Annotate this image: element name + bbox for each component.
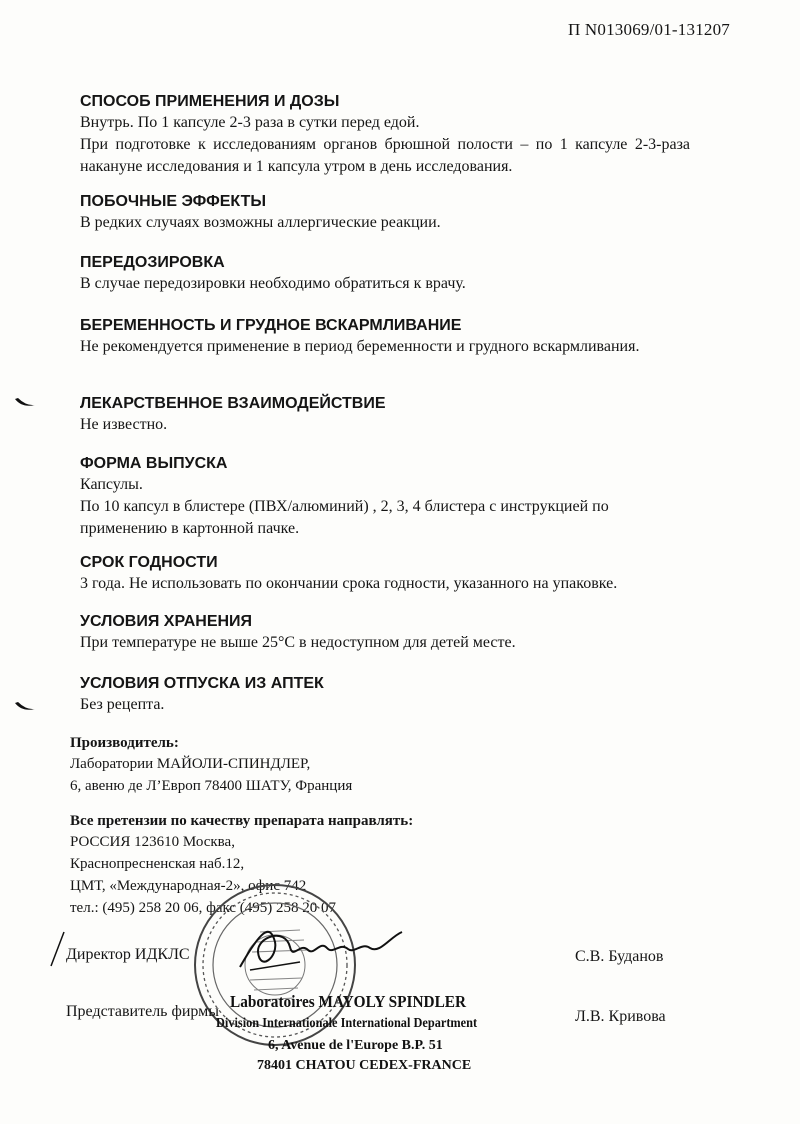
company-stamp-line: Laboratoires MAYOLY SPINDLER	[230, 992, 467, 1011]
company-stamp-line: 78401 CHATOU CEDEX-FRANCE	[257, 1058, 472, 1073]
section-line: Внутрь. По 1 капсуле 2-3 раза в сутки перед едой.	[80, 114, 420, 131]
company-stamp-line: Division Internationale International Department	[216, 1016, 478, 1031]
claims-line: РОССИЯ 123610 Москва,	[70, 834, 235, 850]
director-label: Директор ИДКЛС	[66, 946, 190, 963]
margin-hole-punch-mark	[14, 700, 36, 714]
section-title: УСЛОВИЯ ОТПУСКА ИЗ АПТЕК	[80, 675, 324, 692]
registration-number: П N013069/01-131207	[568, 20, 730, 39]
section-pregnancy	[80, 316, 690, 358]
section-line: Не известно.	[80, 416, 168, 433]
section-line: Капсулы.	[80, 476, 143, 493]
section-line: В редких случаях возможны аллергические реакции.	[80, 214, 441, 231]
claims-line: Краснопресненская наб.12,	[70, 856, 245, 872]
claims-block	[70, 811, 680, 919]
section-line: По 10 капсул в блистере (ПВХ/алюминий) , 2, 3, 4 блистера с инструкцией по применению в картонной пачке.	[80, 498, 609, 537]
margin-hole-punch-mark	[14, 396, 36, 410]
representative-label: Представитель фирмы	[66, 1003, 220, 1020]
section-storage	[80, 612, 690, 654]
section-title: СРОК ГОДНОСТИ	[80, 554, 218, 571]
director-signature	[230, 912, 410, 982]
section-line: Не рекомендуется применение в период беременности и грудного вскармливания.	[80, 338, 640, 355]
section-title: ЛЕКАРСТВЕННОЕ ВЗАИМОДЕЙСТВИЕ	[80, 395, 386, 412]
section-overdose	[80, 253, 690, 295]
section-title: ПЕРЕДОЗИРОВКА	[80, 254, 225, 271]
section-title: ФОРМА ВЫПУСКА	[80, 455, 228, 472]
section-line: Без рецепта.	[80, 696, 165, 713]
director-name: С.В. Буданов	[575, 948, 664, 965]
section-line: 3 года. Не использовать по окончании срока годности, указанного на упаковке.	[80, 575, 618, 592]
manufacturer-heading: Производитель:	[70, 735, 179, 751]
section-title: УСЛОВИЯ ХРАНЕНИЯ	[80, 613, 253, 630]
section-side-effects	[80, 192, 690, 234]
section-title: ПОБОЧНЫЕ ЭФФЕКТЫ	[80, 193, 267, 210]
manufacturer-block	[70, 733, 680, 797]
manufacturer-line: 6, авеню де Л’Европ 78400 ШАТУ, Франция	[70, 778, 353, 794]
signature-stroke	[48, 930, 68, 970]
representative-name: Л.В. Кривова	[575, 1008, 666, 1025]
section-title: СПОСОБ ПРИМЕНЕНИЯ И ДОЗЫ	[80, 93, 340, 110]
claims-line: ЦМТ, «Международная-2», офис 742	[70, 878, 307, 894]
section-line: В случае передозировки необходимо обратиться к врачу.	[80, 275, 466, 292]
section-dosage	[80, 92, 690, 178]
company-stamp-line: 6, Avenue de l'Europe B.P. 51	[268, 1038, 443, 1053]
section-title: БЕРЕМЕННОСТЬ И ГРУДНОЕ ВСКАРМЛИВАНИЕ	[80, 317, 462, 334]
section-line: При температуре не выше 25°С в недоступном для детей месте.	[80, 634, 516, 651]
claims-line: тел.: (495) 258 20 06, факс (495) 258 20 07	[70, 900, 337, 916]
section-line: При подготовке к исследованиям органов брюшной полости – по 1 капсуле 2-3-раза накануне исследования и 1 капсула утром в день исследования.	[80, 136, 690, 175]
manufacturer-line: Лаборатории МАЙОЛИ-СПИНДЛЕР,	[70, 756, 311, 772]
section-shelf-life	[80, 553, 690, 595]
claims-heading: Все претензии по качеству препарата направлять:	[70, 813, 414, 829]
section-release-form	[80, 454, 690, 540]
section-interactions	[80, 394, 690, 436]
section-dispensing	[80, 674, 690, 716]
